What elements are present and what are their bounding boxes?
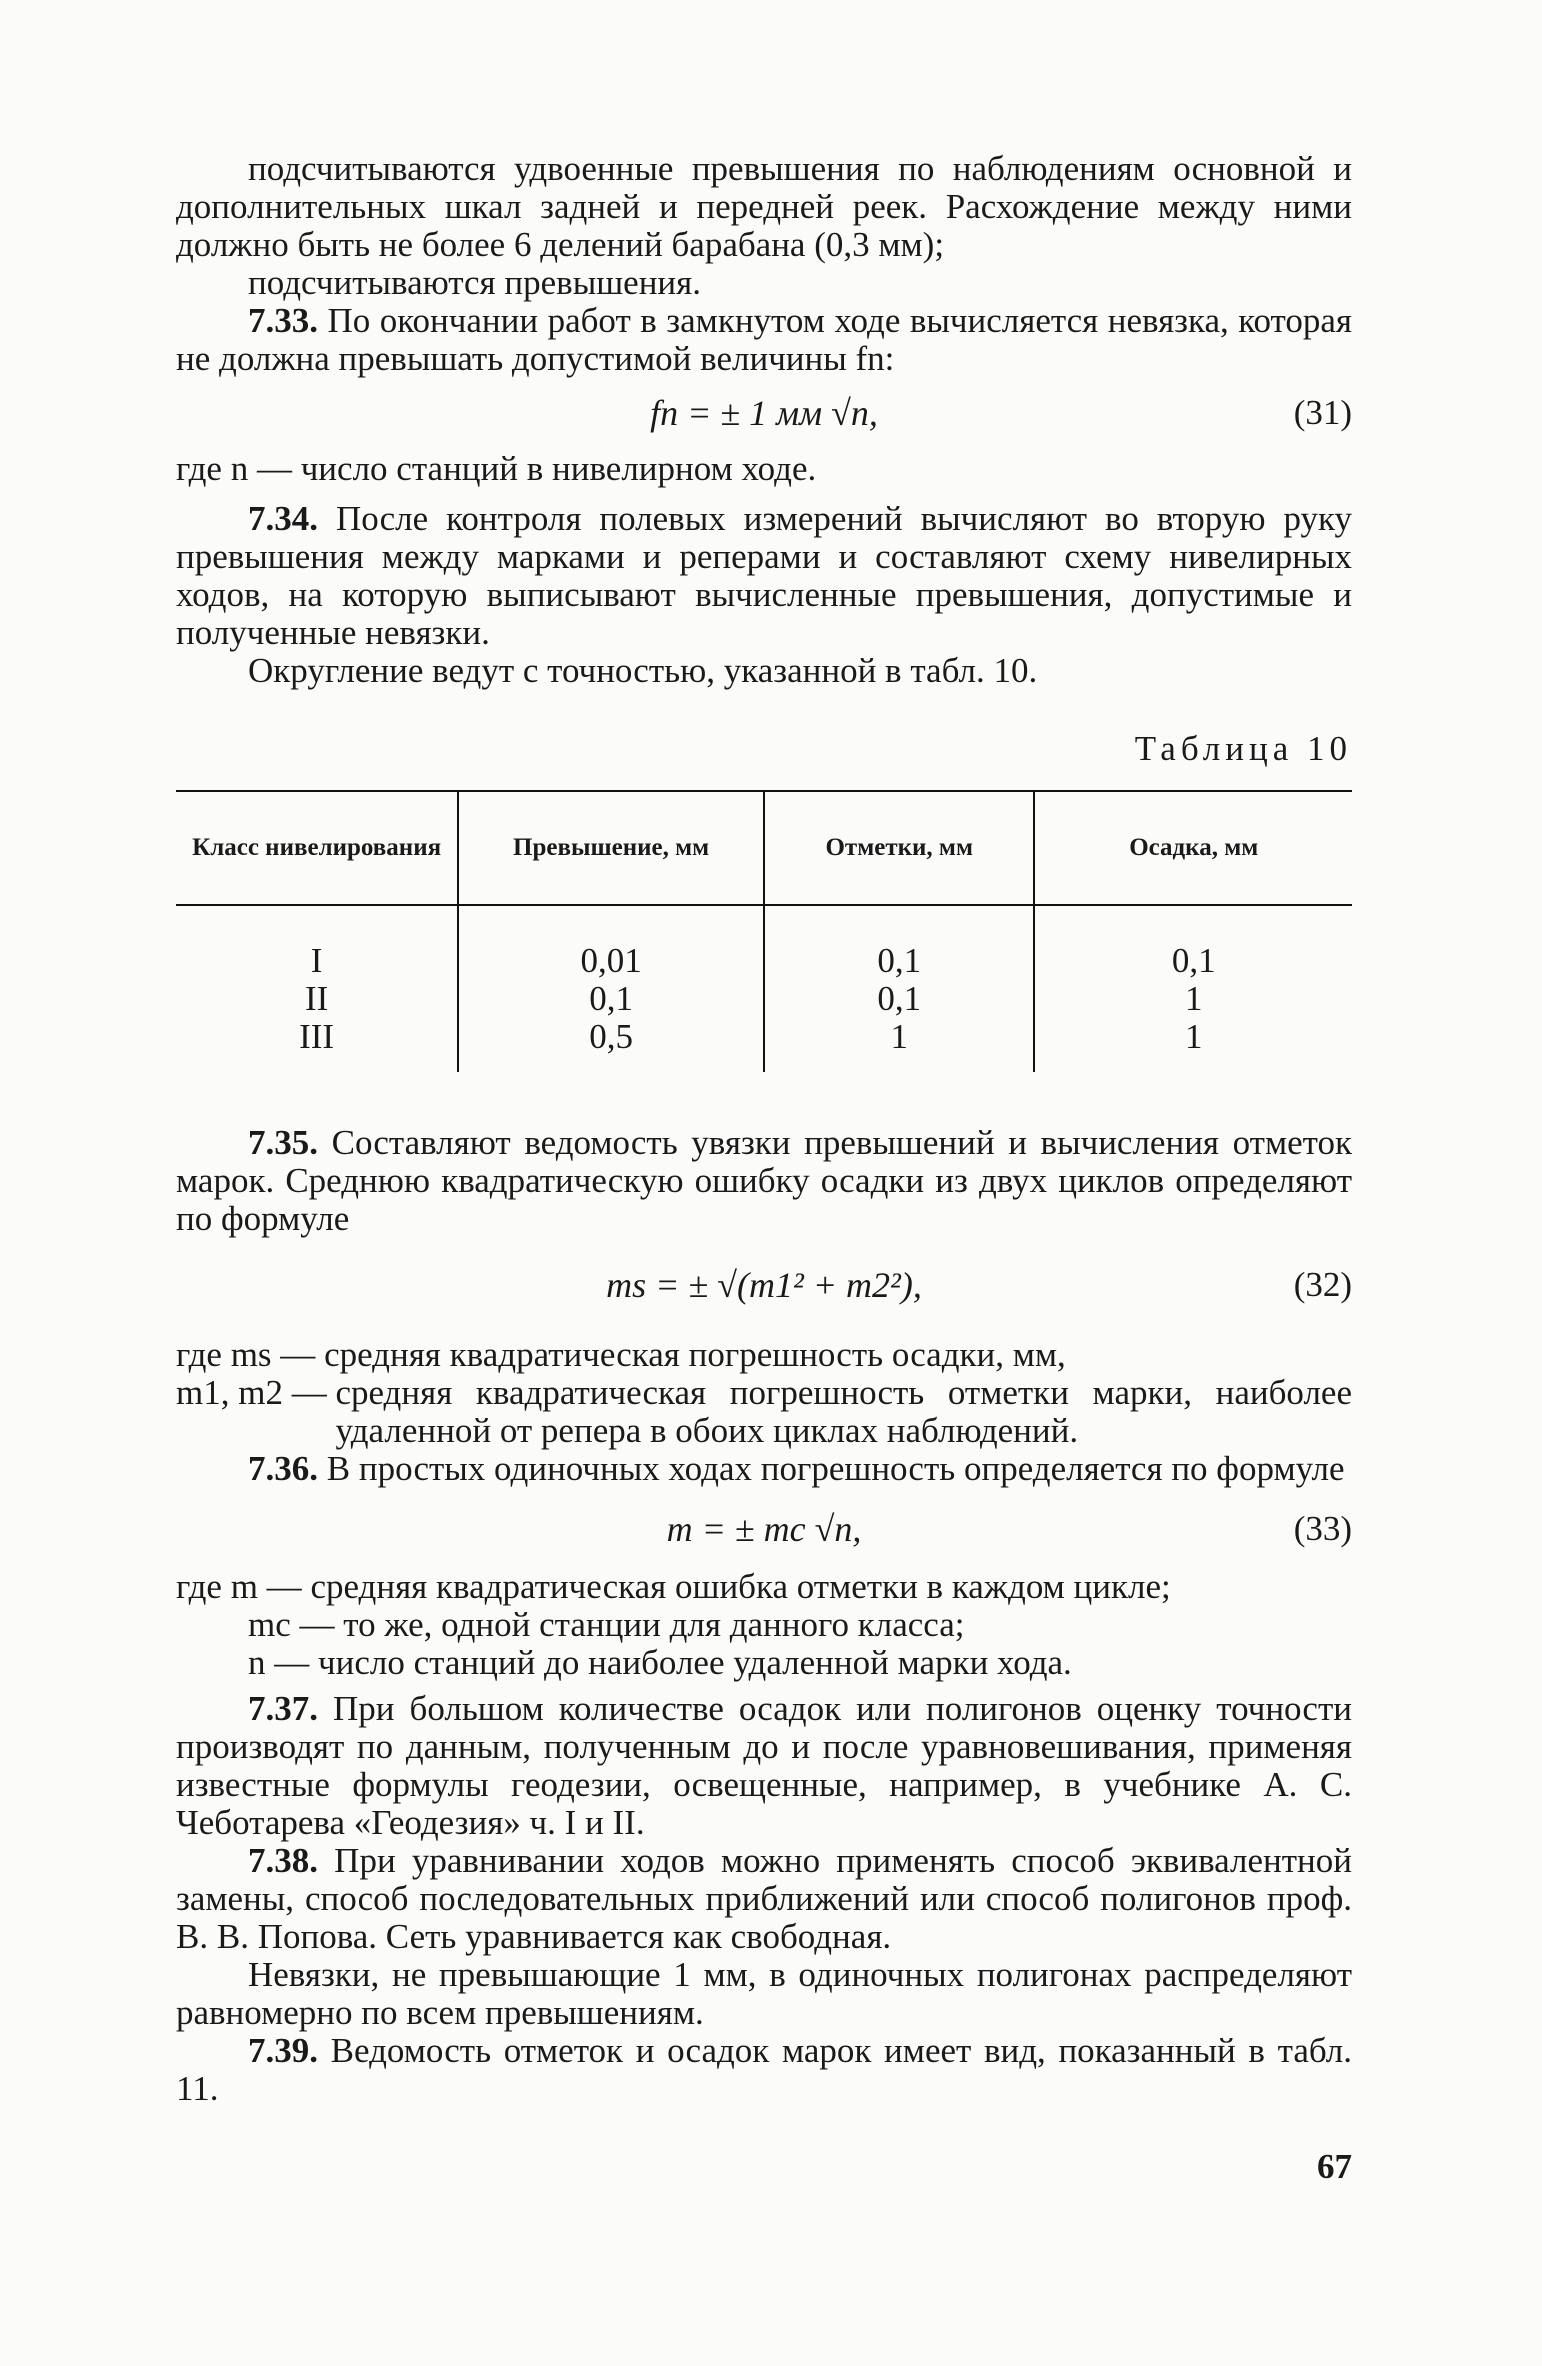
formula-number: (31) <box>1293 393 1352 432</box>
table-row <box>176 1018 1352 1072</box>
section-text: При большом количестве осадок или полигонов оценку точности производят по данным, полученным до и после уравновешивания, применяя известные формулы геодезии, освещенные, например, в учебнике А. С. Чеботарева «Геодезия» ч. I и II. <box>176 1689 1352 1842</box>
section-number: 7.36. <box>248 1449 318 1488</box>
table-row <box>176 980 1352 1018</box>
table-row <box>176 905 1352 980</box>
formula-number: (32) <box>1293 1265 1352 1304</box>
section-text: После контроля полевых измерений вычисляют во вторую руку превышения между марками и реперами и составляют схему нивелирных ходов, на которую выписывают вычисленные превышения, допустимые и полученные невязки. <box>176 499 1353 652</box>
header-settlement: Осадка, мм <box>1034 791 1352 905</box>
section-text: Составляют ведомость увязки превышений и вычисления отметок марок. Среднюю квадратическую ошибку осадки из двух циклов определяют по формуле <box>176 1123 1352 1238</box>
section-7-38 <box>176 1842 1352 1956</box>
formula-32-definitions <box>176 1336 1352 1450</box>
cell-elevation: 0,5 <box>458 1018 764 1072</box>
definition-text: то же, одной станции для данного класса; <box>343 1605 965 1644</box>
section-7-35 <box>176 1124 1352 1238</box>
section-number: 7.34. <box>248 499 318 538</box>
cell-settlement: 0,1 <box>1034 905 1352 980</box>
formula-33 <box>176 1488 1352 1568</box>
definition-item <box>176 1374 1352 1450</box>
section-number: 7.35. <box>248 1123 318 1162</box>
definition-term: mc — <box>248 1605 335 1644</box>
cell-settlement: 1 <box>1034 1018 1352 1072</box>
cell-class: II <box>304 979 329 1018</box>
paragraph-intro: подсчитываются удвоенные превышения по наблюдениям основной и дополнительных шкал задней и передней реек. Расхождение между ними должно быть не более 6 делений барабана (0,3 мм); <box>176 149 1352 264</box>
cell-elevation: 0,1 <box>458 980 764 1018</box>
table-header-row <box>176 791 1352 905</box>
section-text: В простых одиночных ходах погрешность определяется по формуле <box>326 1449 1345 1488</box>
section-text: Ведомость отметок и осадок марок имеет вид, показанный в табл. 11. <box>176 2031 1353 2108</box>
section-text: По окончании работ в замкнутом ходе вычисляется невязка, которая не должна превышать допустимой величины fn: <box>176 301 1353 378</box>
definition-item <box>176 1606 1352 1644</box>
definition-term: где ms — <box>176 1335 316 1374</box>
formula-31-where: где n — число станций в нивелирном ходе. <box>176 449 817 488</box>
formula-31 <box>176 378 1352 450</box>
formula-32 <box>176 1238 1352 1330</box>
document-page <box>176 150 1352 2186</box>
definition-term: m1, m2 — <box>176 1373 327 1412</box>
cell-settlement: 1 <box>1034 980 1352 1018</box>
section-number: 7.38. <box>248 1841 318 1880</box>
definition-term: где m — <box>176 1567 302 1606</box>
cell-marks: 0,1 <box>764 980 1034 1018</box>
page-number: 67 <box>1317 2147 1352 2186</box>
formula-expression: m = ± mc √n, <box>666 1509 862 1549</box>
section-7-34-rounding: Округление ведут с точностью, указанной в табл. 10. <box>248 651 1038 690</box>
paragraph-intro-2: подсчитываются превышения. <box>248 263 702 302</box>
definition-item <box>176 1336 1352 1374</box>
definition-text: средняя квадратическая погрешность отметки марки, наиболее удаленной от репера в обоих циклах наблюдений. <box>335 1373 1352 1450</box>
section-7-39 <box>176 2032 1352 2108</box>
section-text: При уравнивании ходов можно применять способ эквивалентной замены, способ последовательных приближений или способ полигонов проф. В. В. Попова. Сеть уравнивается как свободная. <box>176 1841 1353 1956</box>
cell-class: I <box>310 941 323 980</box>
definition-text: средняя квадратическая ошибка отметки в каждом цикле; <box>310 1567 1171 1606</box>
definition-item <box>176 1644 1352 1682</box>
header-elevation: Превышение, мм <box>458 791 764 905</box>
section-7-34 <box>176 500 1352 652</box>
formula-33-definitions <box>176 1568 1352 1682</box>
header-marks: Отметки, мм <box>764 791 1034 905</box>
section-7-38-note: Невязки, не превышающие 1 мм, в одиночных полигонах распределяют равномерно по всем превышениям. <box>176 1955 1352 2032</box>
table-caption: Таблица 10 <box>1134 729 1352 768</box>
formula-number: (33) <box>1293 1509 1352 1548</box>
cell-elevation: 0,01 <box>458 905 764 980</box>
cell-marks: 0,1 <box>764 905 1034 980</box>
definition-term: n — <box>248 1643 310 1682</box>
section-number: 7.37. <box>248 1689 318 1728</box>
definition-text: число станций до наиболее удаленной марки хода. <box>318 1643 1072 1682</box>
section-7-37 <box>176 1690 1352 1842</box>
formula-expression: ms = ± √(m1² + m2²), <box>606 1265 922 1305</box>
table-10 <box>176 790 1352 1072</box>
section-number: 7.33. <box>248 301 318 340</box>
cell-class: III <box>299 1017 335 1056</box>
definition-item <box>176 1568 1352 1606</box>
section-7-33 <box>176 302 1352 378</box>
section-number: 7.39. <box>248 2031 318 2070</box>
cell-marks: 1 <box>764 1018 1034 1072</box>
header-class: Класс нивелирования <box>176 791 458 905</box>
section-7-36 <box>176 1450 1352 1488</box>
formula-expression: fn = ± 1 мм √n, <box>650 393 878 433</box>
definition-text: средняя квадратическая погрешность осадки, мм, <box>324 1335 1066 1374</box>
